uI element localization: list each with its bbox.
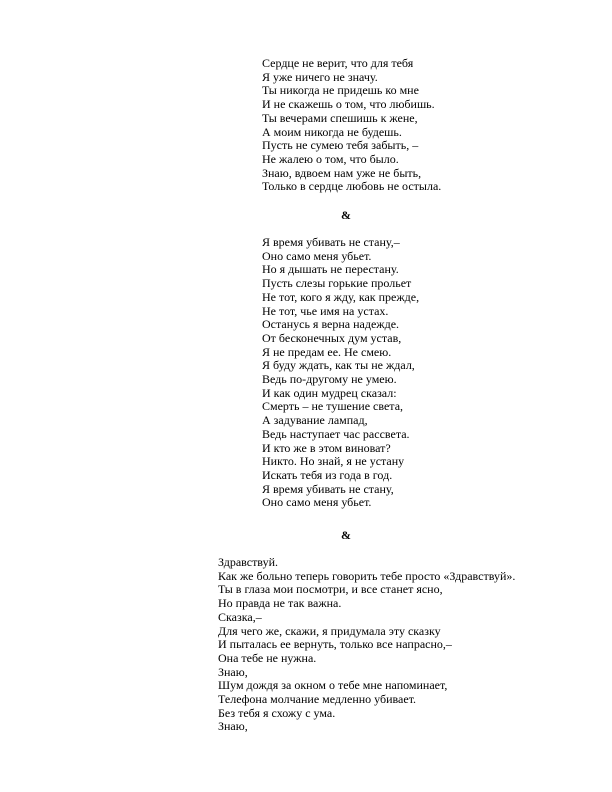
poem-line: Я не предам ее. Не смею. bbox=[262, 344, 392, 359]
poem-line: Она тебе не нужна. bbox=[218, 650, 317, 665]
section-separator: & bbox=[341, 528, 351, 542]
poem-line: Но правда не так важна. bbox=[218, 596, 342, 611]
poem-line: Знаю, bbox=[218, 719, 248, 734]
poem-line: Не тот, чье имя на устах. bbox=[262, 303, 389, 318]
poem-line: Шум дождя за окном о тебе мне напоминает, bbox=[218, 678, 448, 693]
poem-line: Не жалею о том, что было. bbox=[262, 151, 399, 166]
poem-line: Никто. Но знай, я не устану bbox=[262, 454, 405, 469]
poem-line: Но я дышать не перестану. bbox=[262, 262, 399, 277]
poem-1 bbox=[262, 57, 441, 194]
poem-line: Пусть не сумею тебя забыть, – bbox=[262, 138, 419, 153]
poem-line: Здравствуй. bbox=[218, 555, 278, 569]
poem-line: Искать тебя из года в год. bbox=[262, 467, 393, 482]
poem-line: Оно само меня убьет. bbox=[262, 495, 372, 510]
poem-line: Знаю, вдвоем нам уже не быть, bbox=[262, 165, 422, 180]
poem-line: Для чего же, скажи, я придумала эту сказку bbox=[218, 623, 441, 638]
poem-line: Останусь я верна надежде. bbox=[262, 317, 400, 332]
poem-line: И не скажешь о том, что любишь. bbox=[262, 97, 435, 112]
poem-line: Сердце не верит, что для тебя bbox=[262, 56, 414, 70]
poem-line: А задувание лампад, bbox=[262, 413, 368, 428]
poem-line: Как же больно теперь говорить тебе просто «Здравствуй». bbox=[218, 568, 516, 583]
poem-line: Смерть – не тушение света, bbox=[262, 399, 404, 414]
poem-line: От бесконечных дум устав, bbox=[262, 330, 402, 345]
poem-line: Ведь наступает час рассвета. bbox=[262, 426, 410, 441]
poem-line: Ты вечерами спешишь к жене, bbox=[262, 110, 418, 125]
poem-line: Сказка,– bbox=[218, 609, 262, 624]
poem-2 bbox=[262, 236, 419, 510]
poem-line: Знаю, bbox=[218, 664, 248, 679]
poem-line: Оно само меня убьет. bbox=[262, 248, 372, 263]
poem-line: И как один мудрец сказал: bbox=[262, 385, 397, 400]
poem-line: Я уже ничего не значу. bbox=[262, 69, 378, 84]
poem-line: Пусть слезы горькие прольет bbox=[262, 276, 412, 291]
poem-line: Ведь по-другому не умею. bbox=[262, 372, 397, 387]
poem-line: И кто же в этом виноват? bbox=[262, 440, 391, 455]
poem-line: И пыталась ее вернуть, только все напрасно,– bbox=[218, 637, 452, 652]
poem-3 bbox=[218, 556, 515, 734]
poem-line: Только в сердце любовь не остыла. bbox=[262, 179, 442, 194]
poem-line: Не тот, кого я жду, как прежде, bbox=[262, 289, 420, 304]
poem-line: Я время убивать не стану,– bbox=[262, 235, 400, 249]
poem-line: Я время убивать не стану, bbox=[262, 481, 394, 496]
poem-line: Телефона молчание медленно убивает. bbox=[218, 692, 417, 707]
poem-line: А моим никогда не будешь. bbox=[262, 124, 402, 139]
poem-line: Ты в глаза мои посмотри, и все станет ясно, bbox=[218, 582, 443, 597]
poem-line: Я буду ждать, как ты не ждал, bbox=[262, 358, 415, 373]
section-separator: & bbox=[341, 208, 351, 222]
poem-line: Без тебя я схожу с ума. bbox=[218, 705, 336, 720]
poem-line: Ты никогда не придешь ко мне bbox=[262, 83, 419, 98]
